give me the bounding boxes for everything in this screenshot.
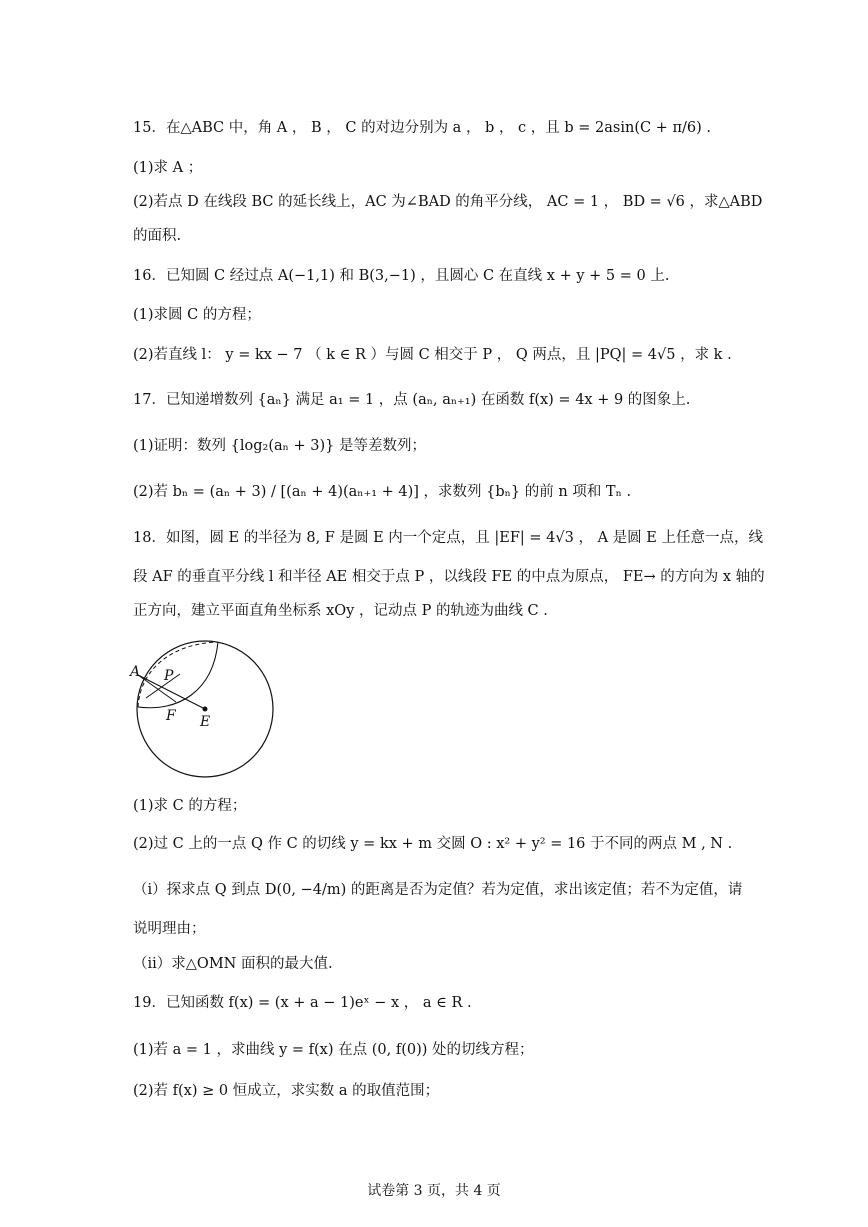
- circle-figure: [128, 632, 280, 782]
- point-e: [203, 707, 208, 712]
- q16-stem: 16．已知圆 C 经过点 A(−1,1) 和 B(3,−1) ，且圆心 C 在直线 x + y + 5 = 0 上.: [133, 268, 670, 284]
- q15-part1: (1)求 A ；: [133, 160, 203, 176]
- q18-stem: 18．如图，圆 E 的半径为 8, F 是圆 E 内一个定点，且 |EF| = 4√3 ， A 是圆 E 上任意一点，线: [133, 530, 763, 546]
- q19-part2: (2)若 f(x) ≥ 0 恒成立，求实数 a 的取值范围；: [133, 1083, 440, 1099]
- q19-part1: (1)若 a = 1 ，求曲线 y = f(x) 在点 (0, f(0)) 处的切线方程；: [133, 1042, 534, 1058]
- q16-part1: (1)求圆 C 的方程；: [133, 307, 261, 323]
- q16-part2: (2)若直线 l： y = kx − 7 （ k ∈ R ）与圆 C 相交于 P ， Q 两点，且 |PQ| = 4√5 ，求 k .: [133, 347, 732, 363]
- q15-part2: (2)若点 D 在线段 BC 的延长线上，AC 为∠BAD 的角平分线， AC = 1 ， BD = √6 ，求△ABD: [133, 194, 763, 210]
- q17-part1: (1)证明：数列 {log₂(aₙ + 3)} 是等差数列；: [133, 438, 426, 454]
- label-f: F: [166, 708, 176, 724]
- q18-part2-i-cont: 说明理由；: [133, 921, 206, 937]
- q15-part2-cont: 的面积.: [133, 228, 182, 244]
- q18-part1: (1)求 C 的方程；: [133, 798, 247, 814]
- q17-stem: 17．已知递增数列 {aₙ} 满足 a₁ = 1 ，点 (aₙ, aₙ₊₁) 在函数 f(x) = 4x + 9 的图象上.: [133, 392, 691, 408]
- q18-stem-line2: 段 AF 的垂直平分线 l 和半径 AE 相交于点 P ，以线段 FE 的中点为原点， FE→ 的方向为 x 轴的: [133, 569, 765, 585]
- dashed-arc: [138, 642, 218, 707]
- label-p: P: [164, 668, 174, 684]
- label-a: A: [130, 664, 141, 680]
- q18-stem-line3: 正方向，建立平面直角坐标系 xOy ，记动点 P 的轨迹为曲线 C .: [133, 603, 548, 619]
- bisector-l: [146, 674, 180, 698]
- q17-part2: (2)若 bₙ = (aₙ + 3) / [(aₙ + 4)(aₙ₊₁ + 4)] ，求数列 {bₙ} 的前 n 项和 Tₙ .: [133, 484, 632, 500]
- page-footer: 试卷第 3 页，共 4 页: [367, 1183, 501, 1199]
- label-e: E: [200, 714, 211, 730]
- q19-stem: 19．已知函数 f(x) = (x + a − 1)eˣ − x ， a ∈ R .: [133, 995, 472, 1011]
- q18-part2-i: （i）探求点 Q 到点 D(0, −4/m) 的距离是否为定值？若为定值，求出该定值；若不为定值，请: [133, 882, 743, 898]
- q18-part2-ii: （ii）求△OMN 面积的最大值.: [133, 956, 333, 972]
- q15-stem: 15．在△ABC 中，角 A ， B ， C 的对边分别为 a ， b ， c ，且 b = 2asin(C + π/6) .: [133, 120, 711, 136]
- q18-part2: (2)过 C 上的一点 Q 作 C 的切线 y = kx + m 交圆 O : x² + y² = 16 于不同的两点 M , N .: [133, 836, 733, 852]
